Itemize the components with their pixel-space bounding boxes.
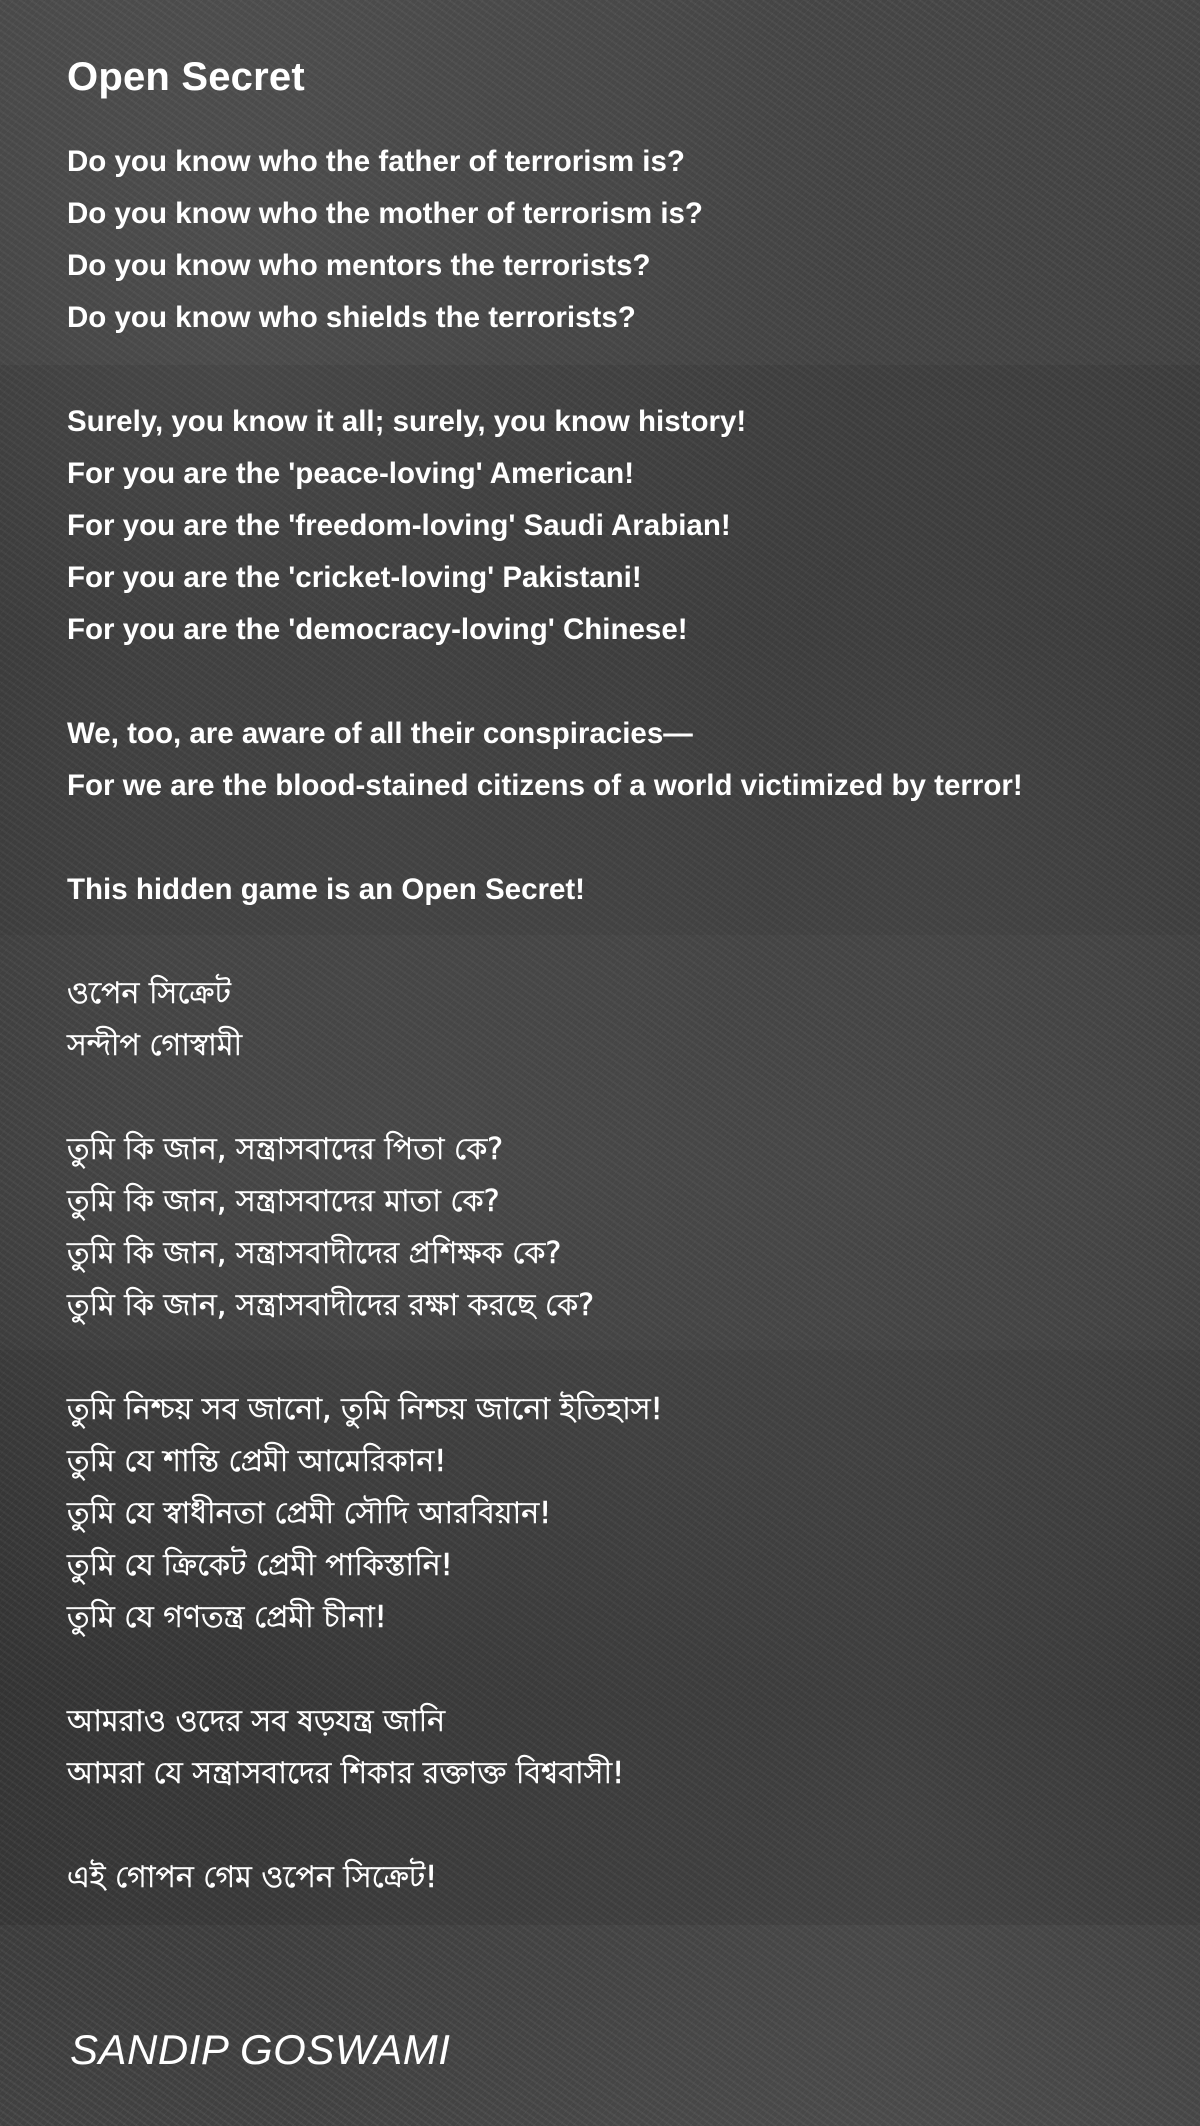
- bengali-heading: [67, 968, 1177, 1072]
- poem-line: তুমি যে শান্তি প্রেমী আমেরিকান!: [67, 1444, 447, 1479]
- poem-line: তুমি যে স্বাধীনতা প্রেমী সৌদি আরবিয়ান!: [67, 1496, 552, 1531]
- poem-line: For you are the 'democracy-loving' Chinese!: [67, 613, 688, 646]
- poem-line: Do you know who mentors the terrorists?: [67, 249, 651, 282]
- poem-line: For you are the 'peace-loving' American!: [67, 457, 635, 490]
- poem-line: We, too, are aware of all their conspiracies—: [67, 717, 693, 750]
- stanza: [67, 1124, 1177, 1332]
- poem-content: [67, 48, 1177, 1956]
- poem-line: তুমি যে ক্রিকেট প্রেমী পাকিস্তানি!: [67, 1548, 453, 1583]
- poem-line: তুমি নিশ্চয় সব জানো, তুমি নিশ্চয় জানো ইতিহাস!: [67, 1392, 663, 1427]
- bengali-author: সন্দীপ গোস্বামী: [67, 1028, 243, 1063]
- poem-line: তুমি কি জান, সন্ত্রাসবাদের পিতা কে?: [67, 1132, 504, 1167]
- stanza: [67, 1696, 1177, 1800]
- poem-line: Do you know who the mother of terrorism is?: [67, 197, 703, 230]
- poem-line: আমরা যে সন্ত্রাসবাদের শিকার রক্তাক্ত বিশ্ববাসী!: [67, 1756, 625, 1791]
- poem-line: তুমি কি জান, সন্ত্রাসবাদীদের রক্ষা করছে কে?: [67, 1288, 595, 1323]
- poem-line: তুমি কি জান, সন্ত্রাসবাদীদের প্রশিক্ষক কে?: [67, 1236, 562, 1271]
- bengali-title: ওপেন সিক্রেট: [67, 976, 231, 1011]
- poem-line: For you are the 'freedom-loving' Saudi Arabian!: [67, 509, 731, 542]
- stanza: [67, 136, 1177, 344]
- poem-line: Surely, you know it all; surely, you know history!: [67, 405, 747, 438]
- poem-line: Do you know who the father of terrorism is?: [67, 145, 685, 178]
- stanza: [67, 864, 1177, 916]
- poem-line: এই গোপন গেম ওপেন সিক্রেট!: [67, 1860, 438, 1895]
- author-signature: SANDIP GOSWAMI: [70, 2026, 451, 2073]
- stanza: [67, 1852, 1177, 1904]
- stanza: [67, 708, 1177, 812]
- poem-line: তুমি কি জান, সন্ত্রাসবাদের মাতা কে?: [67, 1184, 500, 1219]
- poem-title: Open Secret: [67, 55, 305, 99]
- stanza: [67, 396, 1177, 656]
- poem-line: For we are the blood-stained citizens of a world victimized by terror!: [67, 769, 1023, 802]
- poem-line: তুমি যে গণতন্ত্র প্রেমী চীনা!: [67, 1600, 387, 1635]
- poem-line: আমরাও ওদের সব ষড়যন্ত্র জানি: [67, 1704, 446, 1739]
- poem-line: Do you know who shields the terrorists?: [67, 301, 636, 334]
- stanza: [67, 1384, 1177, 1644]
- bengali-section: [67, 968, 1177, 1904]
- poem-line: This hidden game is an Open Secret!: [67, 873, 586, 906]
- poem-line: For you are the 'cricket-loving' Pakistani!: [67, 561, 642, 594]
